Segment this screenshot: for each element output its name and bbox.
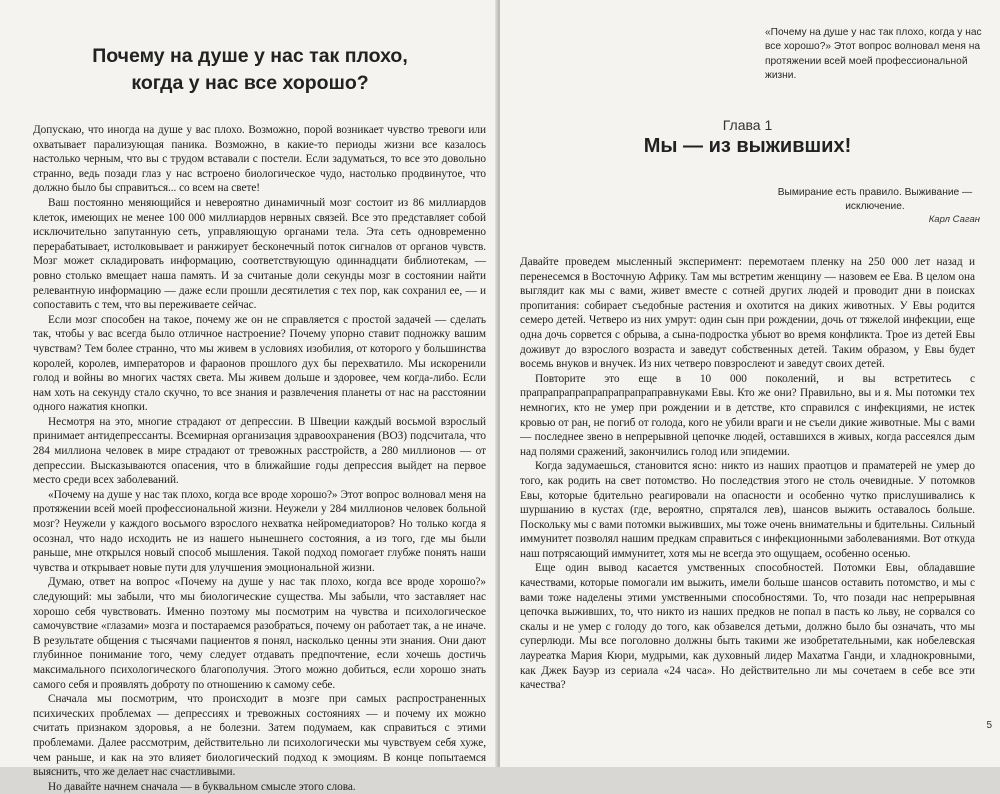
left-body-text	[33, 123, 486, 794]
paragraph: «Почему на душе у нас так плохо, когда все вроде хорошо?» Этот вопрос волновал меня на протяжении всей моей профессиональной жизни. Неужели у 284 миллионов человек больной мозг? Неужели у каждого восьмого взрослого нехватка нейромедиаторов? Но только когда я осознал, что надо исходить не из нашего нынешнего состояния, а из того, где мы были раньше, мне открылся новый способ мышления. Такой подход помогает глубже понять наши чувства и открывает новые пути для улучшения эмоциональной жизни.	[33, 488, 486, 574]
page-number: 5	[986, 720, 992, 731]
paragraph: Повторите это еще в 10 000 поколений, и вы встретитесь с прапрапрапрапрапрапрапраправнуками Евы. Кто же они? Правильно, вы и я. Мы потомки тех немногих, кто не умер при рождении и в детстве, кто справился с инфекциями, не истек кровью от ран, не погиб от голода, кого не убили враги и не съели дикие животные. Мы с вами — последнее звено в непрерывной цепочке людей, оставшихся в живых, когда рассеялся дым над полями сражений, закончились голод или эпидемии.	[520, 372, 975, 458]
section-heading	[30, 43, 470, 97]
paragraph: Ваш постоянно меняющийся и невероятно динамичный мозг состоит из 86 миллиардов клеток, имеющих не менее 100 000 миллиардов нервных связей. Все это представляет собой исключительно запутанную сеть, управляющую органами тела. Эта сеть одновременно перерабатывает, истолковывает и ранжирует бесконечный поток сигналов от органов чувств. Мозг может складировать информацию, соответствующую одиннадцати библиотекам, — ровно столько вмещает наша память. И за считаные доли секунды мозг в состоянии найти релевантную информацию — даже если прошли десятилетия с тех пор, как сохранил ее, — и сопоставить с тем, что вы переживаете сейчас.	[33, 196, 486, 312]
paragraph: Еще один вывод касается умственных способностей. Потомки Евы, обладавшие качествами, которые помогали им выжить, имели больше шансов оставить потомство, и мы с вами тоже наделены этими умственными способностями. То, что позади нас непрерывная цепочка выживших, то, что никто из наших предков не попал в пасть ко льву, не сорвался со скалы и не умер с голоду до того, как обзавелся детьми, должно было бы означать, что мы суперлюди. Мы все поголовно должны быть такими же изобретательными, как нобелевская лауреатка Мария Кюри, мудрыми, как духовный лидер Махатма Ганди, и хладнокровными, как Джек Бауэр из сериала «24 часа». Но действительно ли мы сочетаем в себе все эти качества?	[520, 562, 975, 692]
epigraph: «Почему на душе у нас так плохо, когда у нас все хорошо?» Этот вопрос волновал меня на протяжении всей моей профессиональной жизни.	[765, 27, 982, 82]
paragraph: Когда задумаешься, становится ясно: никто из наших праотцов и праматерей не умер до того, как родить на свет потомство. Но последствия этого не столь очевидные. У потомков Евы, которые бдительно реагировали на опасности и особенно чутко прислушивались к шуршанию в кустах (где, вероятно, спрятался лев), шансов выжить оставалось больше. Поскольку мы с вами потомки выживших, мы тоже очень внимательны и бдительны. Сильный иммунитет позволял нашим предкам справиться с инфекционными заболеваниями. Вот откуда наш потрясающий иммунитет, хотя мы не всегда это ощущаем, особенно осенью.	[520, 460, 975, 560]
chapter-quote: Вымирание есть правило. Выживание — исключение.	[777, 187, 973, 213]
heading-line: Почему на душе у нас так плохо,	[92, 45, 408, 67]
paragraph: Несмотря на это, многие страдают от депрессии. В Швеции каждый восьмой взрослый принимает антидепрессанты. Всемирная организация здравоохранения (ВОЗ) подсчитала, что 284 миллиона человек в мире страдают от тревожных расстройств, а 280 миллионов — от депрессии. Высказываются опасения, что в ближайшие годы депрессия выйдет на первое место среди всех заболеваний.	[33, 415, 486, 487]
right-body-text	[520, 255, 975, 693]
paragraph: Давайте проведем мысленный эксперимент: перемотаем пленку на 250 000 лет назад и перенесемся в Восточную Африку. Там мы встретим женщину — назовем ее Ева. В целом она выглядит как мы с вами, живет вместе с сотней других людей и проводит дни в поисках пропитания: собирает съедобные растения и охотится на диких животных. У Евы родится семеро детей. Четверо из них умрут: один сын при рождении, дочь от тяжелой инфекции, еще одна дочь сорвется с обрыва, а сына-подростка убьют во время конфликта. Трое из детей Евы доживут до взрослого возраста и заведут собственных детей. Таким образом, у Евы будет восемь внуков и внучек. Из них четверо повзрослеют и заведут своих детей.	[520, 256, 975, 371]
paragraph: Допускаю, что иногда на душе у вас плохо. Возможно, порой возникает чувство тревоги или охватывает парализующая паника. Возможно, в какие-то периоды жизни все казалось настолько черным, что вы с трудом вставали с постели. Если задуматься, то все это довольно странно, ведь позади глаз у нас встроено биологическое чудо, настолько продвинутое, что должно было бы справиться... со всем на свете!	[33, 124, 486, 195]
left-page	[0, 0, 497, 793]
chapter-title: Мы — из выживших!	[643, 135, 852, 157]
quote-author: Карл Саган	[928, 214, 980, 225]
paragraph: Сначала мы посмотрим, что происходит в мозге при самых распространенных психических проблемах — депрессиях и тревожных состояниях — и почему их можно считать признаком здоровья, а не болезни. Затем подумаем, как справиться с этими проблемами. Далее рассмотрим, действительно ли психологически мы чувствуем себя хуже, чем раньше, и как на это влияет биологический подход к эмоциям. В конце попытаемся выяснить, что же делает нас счастливыми.	[33, 693, 486, 779]
chapter-label: Глава 1	[722, 117, 773, 133]
paragraph: Но давайте начнем сначала — в буквальном смысле этого слова.	[48, 780, 356, 793]
paragraph: Думаю, ответ на вопрос «Почему на душе у нас так плохо, когда все вроде хорошо?» следующий: мы забыли, что мы биологические существа. Мы забыли, что заставляет нас хорошо себя чувствовать. Именно поэтому мы посмотрим на чувства и психологическое самочувствие «глазами» мозга и постараемся разобраться, почему он работает так, а не иначе. В результате общения с тысячами пациентов я понял, насколько ценны эти знания. Они дают глубинное понимание того, чему следует отдавать предпочтение, если хочешь достичь максимального психологического благополучия. Этого можно добиться, если хорошо знать самого себя и проявлять доброту по отношению к самому себе.	[33, 576, 486, 691]
right-page	[500, 0, 1000, 767]
paragraph: Если мозг способен на такое, почему же он не справляется с простой задачей — сделать так, чтобы у вас всегда было отличное настроение? Почему упорно ставит подножку вашим чувствам? Тем более странно, что мы живем в условиях изобилия, от которого у большинства королей, королев, императоров и фараонов прошлого дух бы перехватило. Мы искоренили голод и войны во многих частях света. Мы живем дольше и здоровее, чем когда-либо. Если нам хоть на секунду стало скучно, то все знания и развлечения планеты от нас на расстоянии одного нажатия кнопки.	[33, 313, 486, 414]
heading-line: когда у нас все хорошо?	[131, 72, 369, 94]
